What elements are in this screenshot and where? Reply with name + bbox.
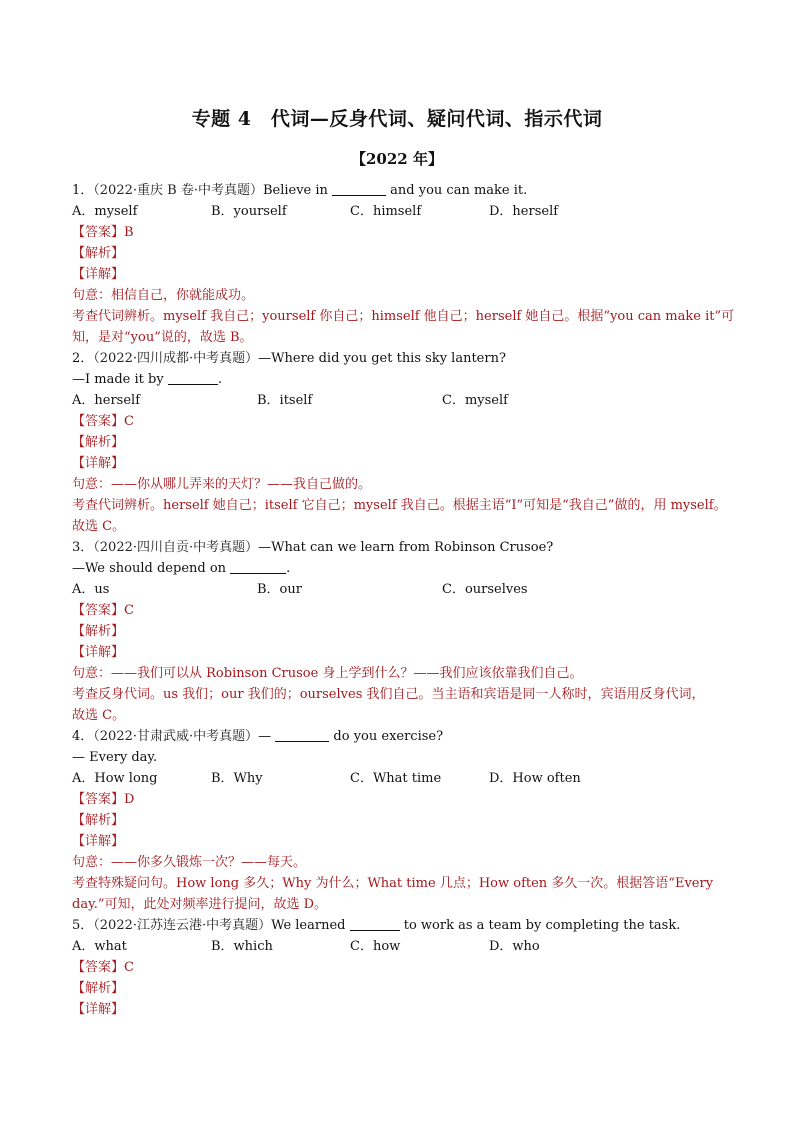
explanation-line: day.”可知，此处对频率进行提问，故选 D。 [72, 897, 328, 912]
answer-label: 【答案】 [72, 960, 125, 975]
question-stem-line2 [72, 558, 732, 579]
question-number: 2． [72, 351, 94, 366]
answer-value: B [124, 225, 134, 240]
question-stem [72, 348, 732, 369]
option-a: A．us [72, 582, 110, 597]
sentence-meaning: 句意：相信自己，你就能成功。 [72, 288, 255, 303]
question-source: （2022·四川成都·中考真题） [93, 351, 259, 366]
answer-blank [230, 559, 286, 574]
option-c: C．What time [350, 771, 442, 786]
question-number: 3． [72, 540, 94, 555]
answer-value: C [124, 414, 134, 429]
option-b: B．Why [211, 771, 263, 786]
answer-blank [275, 727, 329, 742]
detail-label: 【详解】 [72, 1002, 125, 1017]
analysis-label: 【解析】 [72, 435, 125, 450]
option-a: A．myself [72, 204, 138, 219]
question-stem [72, 726, 732, 747]
sentence-meaning: 句意：——你多久锻炼一次？——每天。 [72, 855, 307, 870]
option-b: B．our [257, 582, 302, 597]
question-source: （2022·甘肃武威·中考真题） [93, 729, 259, 744]
explanation-line: 故选 C。 [72, 519, 126, 534]
answer-line [72, 600, 732, 621]
option-c: C．myself [442, 393, 508, 408]
question-stem-line2: — Every day. [72, 750, 158, 765]
analysis-label: 【解析】 [72, 624, 125, 639]
explanation-line: 考查代词辨析。herself 她自己；itself 它自己；myself 我自己。根据主语“I”可知是“我自己”做的，用 myself。 [72, 498, 727, 513]
question-stem [72, 180, 732, 201]
explanation-line: 故选 C。 [72, 708, 126, 723]
question-number: 4． [72, 729, 94, 744]
answer-label: 【答案】 [72, 414, 125, 429]
option-a: A．How long [72, 771, 158, 786]
question-source: （2022·重庆 B 卷·中考真题） [93, 183, 263, 198]
stem-text: — [258, 729, 276, 744]
option-d: D．who [489, 939, 540, 954]
question-number: 1． [72, 183, 94, 198]
option-b: B．itself [257, 393, 313, 408]
options-row [72, 390, 732, 411]
question-number: 5． [72, 918, 94, 933]
answer-value: C [124, 960, 134, 975]
answer-blank [332, 181, 386, 196]
detail-label: 【详解】 [72, 645, 125, 660]
answer-label: 【答案】 [72, 225, 125, 240]
answer-blank [168, 370, 218, 385]
stem-text: —What can we learn from Robinson Crusoe? [258, 540, 554, 555]
explanation-line: 考查代词辨析。myself 我自己；yourself 你自己；himself 他自己；herself 她自己。根据“you can make it”可 [72, 309, 735, 324]
options-row [72, 936, 732, 957]
question-list [72, 180, 735, 1020]
question-stem [72, 537, 732, 558]
option-b: B．yourself [211, 204, 287, 219]
option-c: C．how [350, 939, 401, 954]
answer-line [72, 411, 732, 432]
explanation-line: 知，是对“you”说的，故选 B。 [72, 330, 253, 345]
stem-text: —I made it by [72, 372, 168, 387]
answer-line [72, 957, 732, 978]
sentence-meaning: 句意：——你从哪儿弄来的天灯？——我自己做的。 [72, 477, 372, 492]
option-a: A．herself [72, 393, 141, 408]
option-a: A．what [72, 939, 127, 954]
option-d: D．How often [489, 771, 581, 786]
answer-blank [350, 916, 400, 931]
options-row [72, 768, 732, 789]
options-row [72, 201, 732, 222]
stem-text: Believe in [262, 183, 333, 198]
page-title: 专题 4 代词—反身代词、疑问代词、指示代词 [191, 108, 603, 130]
explanation-line: 考查特殊疑问句。How long 多久；Why 为什么；What time 几点；How often 多久一次。根据答语“Every [72, 876, 714, 891]
option-b: B．which [211, 939, 273, 954]
sentence-meaning: 句意：——我们可以从 Robinson Crusoe 身上学到什么？——我们应该依靠我们自己。 [72, 666, 583, 681]
stem-text: —Where did you get this sky lantern? [258, 351, 506, 366]
answer-line [72, 222, 732, 243]
question-source: （2022·江苏连云港·中考真题） [93, 918, 272, 933]
stem-text: and you can make it. [386, 183, 528, 198]
stem-text: . [286, 561, 291, 576]
explanation-line: 考查反身代词。us 我们；our 我们的；ourselves 我们自己。当主语和宾语是同一人称时，宾语用反身代词， [72, 687, 705, 702]
analysis-label: 【解析】 [72, 813, 125, 828]
stem-text: to work as a team by completing the task. [399, 918, 681, 933]
option-d: D．herself [489, 204, 559, 219]
stem-text: . [217, 372, 222, 387]
options-row [72, 579, 732, 600]
question-stem-line2 [72, 369, 732, 390]
answer-value: C [124, 603, 134, 618]
year-heading: 【2022 年】 [351, 150, 443, 168]
stem-text: —We should depend on [72, 561, 231, 576]
stem-text: We learned [271, 918, 350, 933]
detail-label: 【详解】 [72, 267, 125, 282]
answer-label: 【答案】 [72, 603, 125, 618]
answer-label: 【答案】 [72, 792, 125, 807]
option-c: C．ourselves [442, 582, 528, 597]
analysis-label: 【解析】 [72, 981, 125, 996]
question-stem [72, 915, 732, 936]
question-source: （2022·四川自贡·中考真题） [93, 540, 259, 555]
detail-label: 【详解】 [72, 456, 125, 471]
answer-value: D [124, 792, 135, 807]
option-c: C．himself [350, 204, 422, 219]
answer-line [72, 789, 732, 810]
detail-label: 【详解】 [72, 834, 125, 849]
stem-text: do you exercise? [329, 729, 444, 744]
analysis-label: 【解析】 [72, 246, 125, 261]
